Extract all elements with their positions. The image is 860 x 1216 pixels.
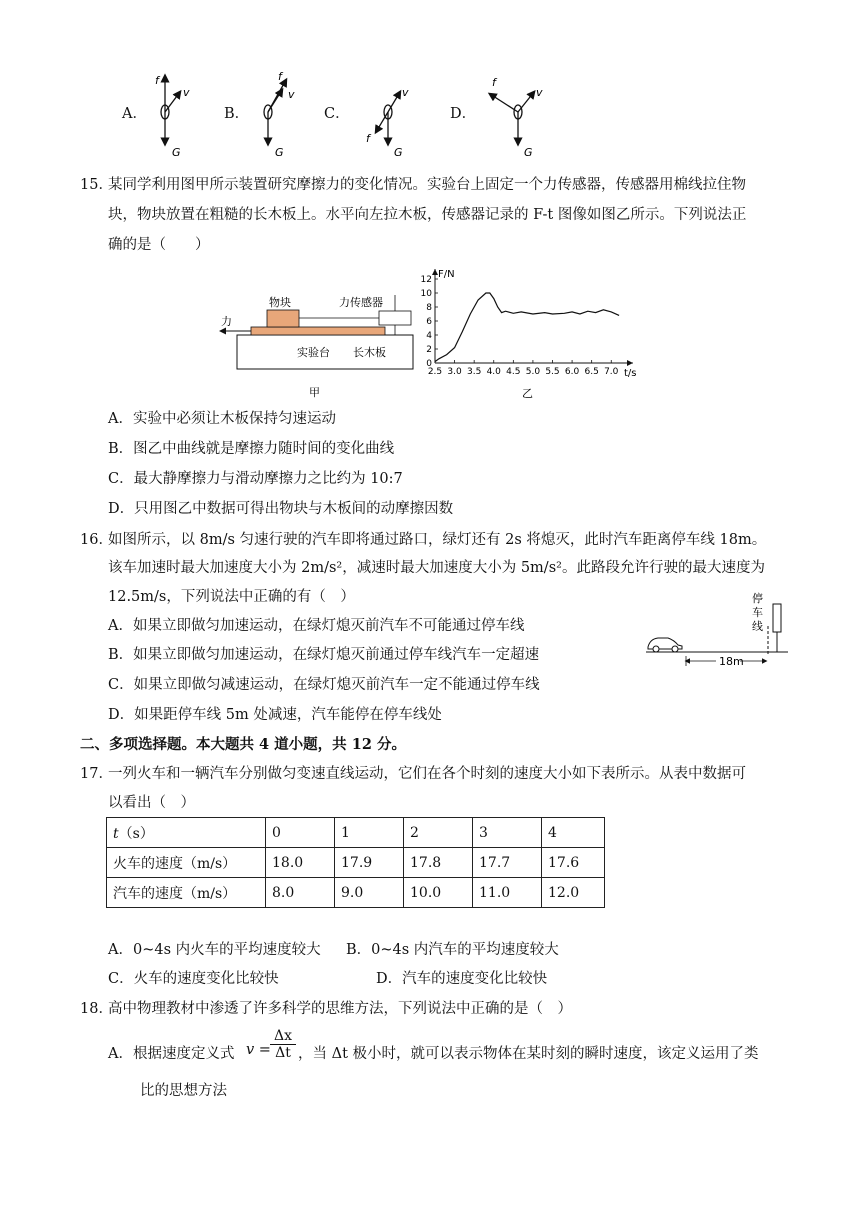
q15-figure-jia [215,287,415,402]
table-row [107,878,605,908]
formula-denominator: Δt [270,1044,296,1061]
q17-stem-line1: 一列火车和一辆汽车分别做匀变速直线运动，它们在各个时刻的速度大小如下表所示。从表中数据可 [108,766,746,782]
chart-y-tick-label: 10 [420,289,432,299]
q15-stem-line3: 确的是（ ） [108,237,210,253]
force-label: 力 [221,315,232,328]
chart-x-tick-label: 6.0 [564,367,580,377]
q14-option-a-diagram [150,68,200,160]
formula-lhs: v = [246,1042,271,1058]
table-cell: 17.8 [404,848,473,878]
q17-number: 17． [80,766,113,782]
table-cell: 汽车的速度（m/s） [107,878,266,908]
q17-velocity-table [106,817,605,908]
table-cell: 18.0 [266,848,335,878]
chart-y-tick-label: 4 [426,331,432,341]
table-cell: 17.7 [473,848,542,878]
chart-x-tick-label: 3.0 [447,367,462,377]
chart-y-tick-label: 12 [420,275,432,285]
chart-x-tick-label: 5.5 [545,367,560,377]
chart-x-axis-label: t/s [624,368,637,379]
q18-option-a-continuation: 比的思想方法 [140,1083,227,1099]
svg-text:v: v [288,88,295,101]
table-cell: 17.6 [542,848,605,878]
gravity-g-label: G [172,146,181,159]
q18-stem: 高中物理教材中渗透了许多科学的思维方法，下列说法中正确的是（ ） [108,1001,572,1017]
table-header-row [107,818,605,848]
q16-figure [642,590,792,670]
table-header-cell: 4 [542,818,605,848]
table-cell: 8.0 [266,878,335,908]
force-f-label: f [155,74,159,87]
q17-option-d[interactable]: D．汽车的速度变化比较快 [376,971,548,987]
chart-y-tick-label: 0 [426,359,432,369]
chart-y-tick-label: 6 [426,317,432,327]
board-label: 长木板 [353,346,386,359]
chart-y-tick-label: 8 [426,303,432,313]
q16-stem-line2: 该车加速时最大加速度大小为 2m/s²，减速时最大加速度大小为 5m/s²。此路段允许行驶的最大速度为 [108,560,765,576]
q14-option-b-diagram [250,68,310,160]
q15-number: 15． [80,177,113,193]
svg-text:f: f [366,132,370,145]
chart-x-arrow [627,360,633,366]
q17-option-a[interactable]: A．0~4s 内火车的平均速度较大 [108,942,321,958]
chart-x-tick-label: 6.5 [584,367,599,377]
table-header-cell: 1 [335,818,404,848]
q15-stem-line2: 块，物块放置在粗糙的长木板上。水平向左拉木板，传感器记录的 F-t 图像如图乙所示。下列说法正 [108,207,747,223]
q17-option-c[interactable]: C．火车的速度变化比较快 [108,971,279,987]
q14-option-a-label[interactable]: A． [122,106,147,122]
svg-text:v: v [536,86,543,99]
chart-x-tick-label: 4.5 [506,367,521,377]
q15-option-c[interactable]: C．最大静摩擦力与滑动摩擦力之比约为 10:7 [108,471,403,487]
svg-text:f: f [278,70,282,83]
chart-y-axis-label: F/N [438,269,455,280]
block-label: 物块 [269,296,291,309]
svg-text:v: v [402,86,409,99]
q16-stem-line1: 如图所示，以 8m/s 匀速行驶的汽车即将通过路口，绿灯还有 2s 将熄灭，此时汽车距离停车线 18m。 [108,532,767,548]
stop-line-char-3: 线 [752,620,763,633]
table-row [107,848,605,878]
svg-text:G: G [275,146,284,159]
q15-option-b[interactable]: B．图乙中曲线就是摩擦力随时间的变化曲线 [108,441,395,457]
q16-option-a[interactable]: A．如果立即做匀加速运动，在绿灯熄灭前汽车不可能通过停车线 [108,618,525,634]
q14-option-b-label[interactable]: B． [224,106,250,122]
formula-fraction [270,1028,296,1061]
figure-yi-caption: 乙 [522,387,533,400]
q17-stem-line2: 以看出（ ） [108,795,195,811]
q17-option-b[interactable]: B．0~4s 内汽车的平均速度较大 [346,942,559,958]
table-cell: 17.9 [335,848,404,878]
svg-text:G: G [524,146,533,159]
section-2-heading: 二、多项选择题。本大题共 4 道小题，共 12 分。 [80,736,406,753]
q15-option-d[interactable]: D．只用图乙中数据可得出物块与木板间的动摩擦因数 [108,501,454,517]
chart-x-tick-label: 7.0 [604,367,619,377]
table-cell: 11.0 [473,878,542,908]
stop-line-char-2: 车 [752,606,763,619]
q16-option-c[interactable]: C．如果立即做匀减速运动，在绿灯熄灭前汽车一定不能通过停车线 [108,677,540,693]
chart-y-tick-label: 2 [426,345,432,355]
chart-x-tick-label: 2.5 [427,367,443,377]
q14-option-d-diagram [482,68,552,160]
table-cell: 9.0 [335,878,404,908]
sensor-label: 力传感器 [339,296,383,309]
svg-text:G: G [394,146,403,159]
q15-option-a[interactable]: A．实验中必须让木板保持匀速运动 [108,411,336,427]
table-label: 实验台 [297,346,330,359]
q16-number: 16． [80,532,113,548]
chart-series-line [435,293,619,362]
q18-option-a-middle: ，当 Δt 极小时，就可以表示物体在某时刻的瞬时速度，该定义运用了类 [298,1046,759,1062]
q18-number: 18． [80,1001,113,1017]
q16-option-b[interactable]: B．如果立即做匀加速运动，在绿灯熄灭前通过停车线汽车一定超速 [108,647,540,663]
table-header-cell: 2 [404,818,473,848]
distance-label: 18m [719,655,744,668]
svg-text:f: f [492,76,496,89]
chart-x-tick-label: 5.0 [525,367,541,377]
q15-figure-yi-chart [418,266,658,402]
chart-x-tick-label: 4.0 [486,367,501,377]
chart-x-tick-label: 3.5 [467,367,482,377]
table-cell: 12.0 [542,878,605,908]
figure-jia-caption: 甲 [309,386,320,399]
q14-options [0,60,860,160]
stop-line-char-1: 停 [752,592,763,605]
q14-option-c-label[interactable]: C． [324,106,350,122]
table-header-cell: 3 [473,818,542,848]
q16-option-d[interactable]: D．如果距停车线 5m 处减速，汽车能停在停车线处 [108,707,442,723]
q14-option-c-diagram [358,68,418,160]
q16-stem-line3: 12.5m/s，下列说法中正确的有（ ） [108,589,355,605]
table-cell: 10.0 [404,878,473,908]
velocity-v-label: v [183,86,190,99]
q14-option-d-label[interactable]: D． [450,106,477,122]
q15-stem-line1: 某同学利用图甲所示装置研究摩擦力的变化情况。实验台上固定一个力传感器，传感器用棉线拉住物 [108,177,746,193]
formula-numerator: Δx [273,1028,292,1044]
table-header-cell: t（s） [107,818,266,848]
table-cell: 火车的速度（m/s） [107,848,266,878]
table-header-cell: 0 [266,818,335,848]
q18-option-a-prefix: A．根据速度定义式 [108,1046,235,1062]
